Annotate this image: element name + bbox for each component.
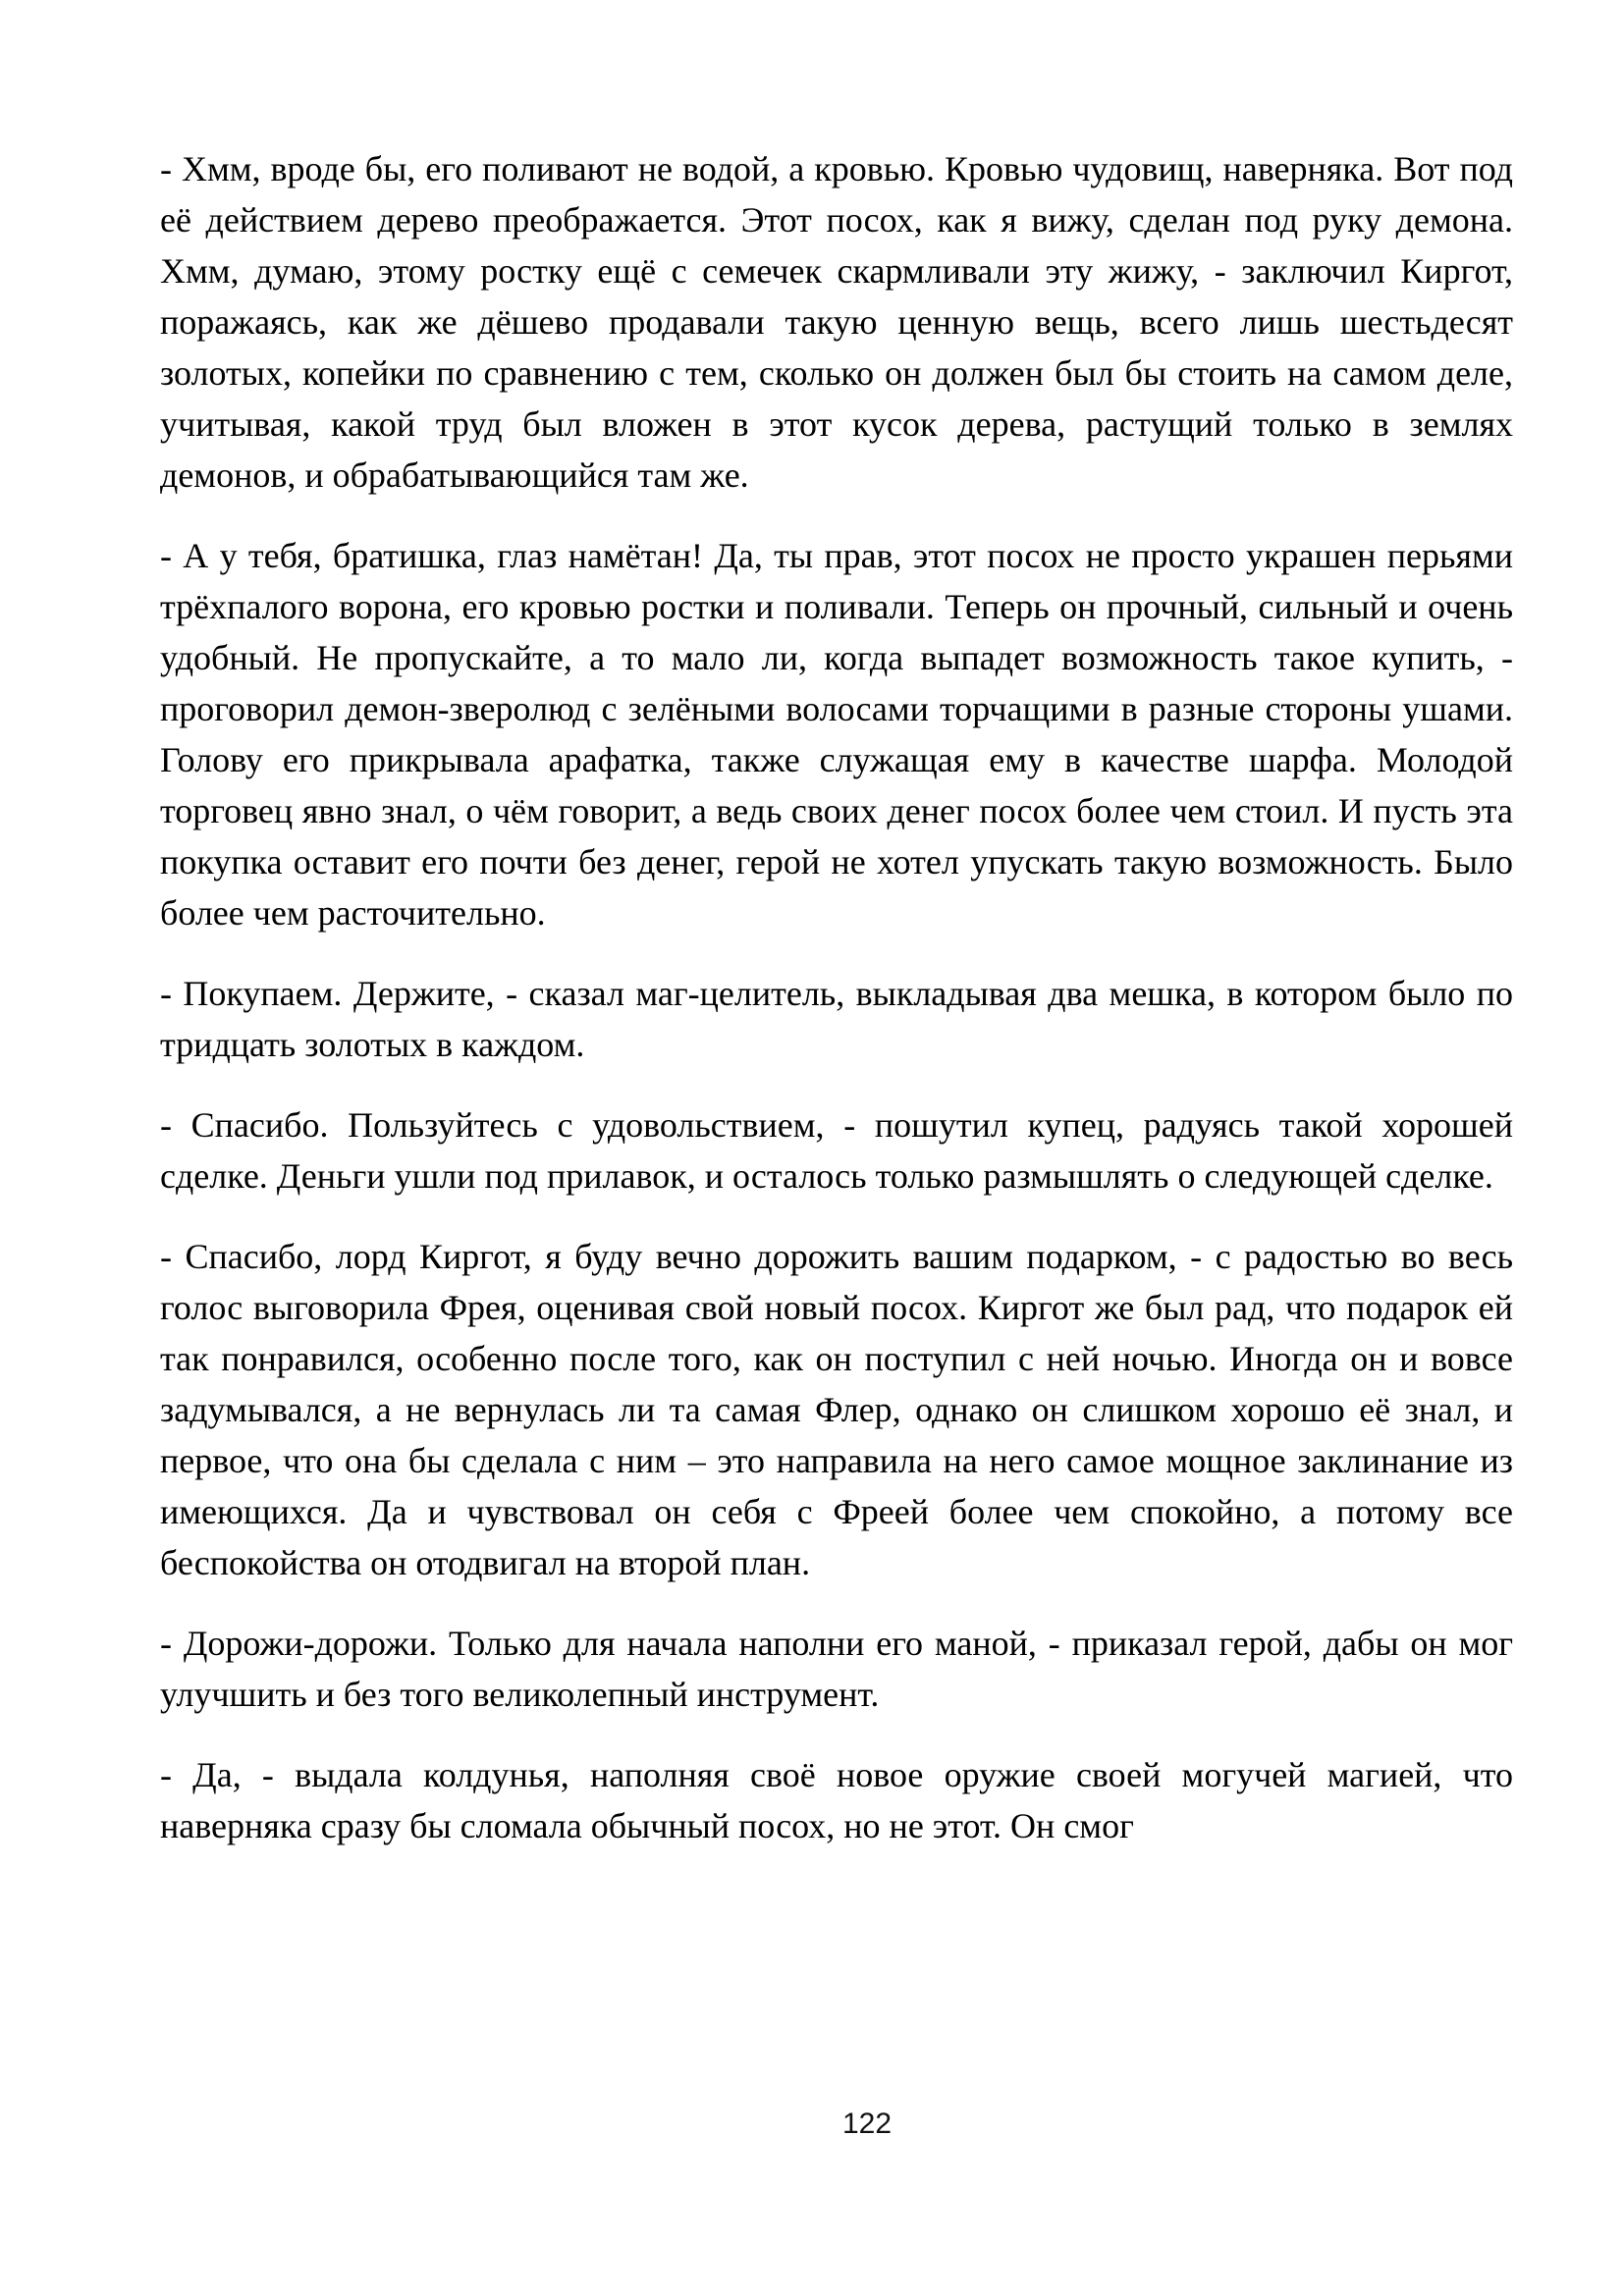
paragraph: - Да, - выдала колдунья, наполняя своё новое оружие своей могучей магией, что наверняка сразу бы сломала обычный посох, но не этот. Он смог (160, 1755, 1513, 1845)
paragraph: - А у тебя, братишка, глаз намётан! Да, ты прав, этот посох не просто украшен перьями трёхпалого ворона, его кровью ростки и поливали. Теперь он прочный, сильный и очень удобный. Не пропускайте, а то мало ли, когда выпадет возможность такое купить, - проговорил демон-зверолюд с зелёными волосами торчащими в разные стороны ушами. Голову его прикрывала арафатка, также служащая ему в качестве шарфа. Молодой торговец явно знал, о чём говорит, а ведь своих денег посох более чем стоил. И пусть эта покупка оставит его почти без денег, герой не хотел упускать такую возможность. Было более чем расточительно. (160, 536, 1513, 933)
paragraph: - Спасибо, лорд Киргот, я буду вечно дорожить вашим подарком, - с радостью во весь голос выговорила Фрея, оценивая свой новый посох. Киргот же был рад, что подарок ей так понравился, особенно после того, как он поступил с ней ночью. Иногда он и вовсе задумывался, а не вернулась ли та самая Флер, однако он слишком хорошо её знал, и первое, что она бы сделала с ним – это направила на него самое мощное заклинание из имеющихся. Да и чувствовал он себя с Фреей более чем спокойно, а потому все беспокойства он отодвигал на второй план. (160, 1237, 1513, 1582)
page-number: 122 (841, 2108, 893, 2140)
paragraph: - Покупаем. Держите, - сказал маг-целитель, выкладывая два мешка, в котором было по тридцать золотых в каждом. (160, 974, 1513, 1064)
paragraph: - Спасибо. Пользуйтесь с удовольствием, - пошутил купец, радуясь такой хорошей сделке. Деньги ушли под прилавок, и осталось только размышлять о следующей сделке. (160, 1105, 1513, 1196)
text-block (160, 143, 1513, 1881)
paragraph: - Дорожи-дорожи. Только для начала наполни его маной, - приказал герой, дабы он мог улучшить и без того великолепный инструмент. (160, 1624, 1513, 1714)
paragraph: - Хмм, вроде бы, его поливают не водой, а кровью. Кровью чудовищ, наверняка. Вот под её действием дерево преображается. Этот посох, как я вижу, сделан под руку демона. Хмм, думаю, этому ростку ещё с семечек скармливали эту жижу, - заключил Киргот, поражаясь, как же дёшево продавали такую ценную вещь, всего лишь шестьдесят золотых, копейки по сравнению с тем, сколько он должен был бы стоить на самом деле, учитывая, какой труд был вложен в этот кусок дерева, растущий только в землях демонов, и обрабатывающийся там же. (160, 149, 1513, 495)
